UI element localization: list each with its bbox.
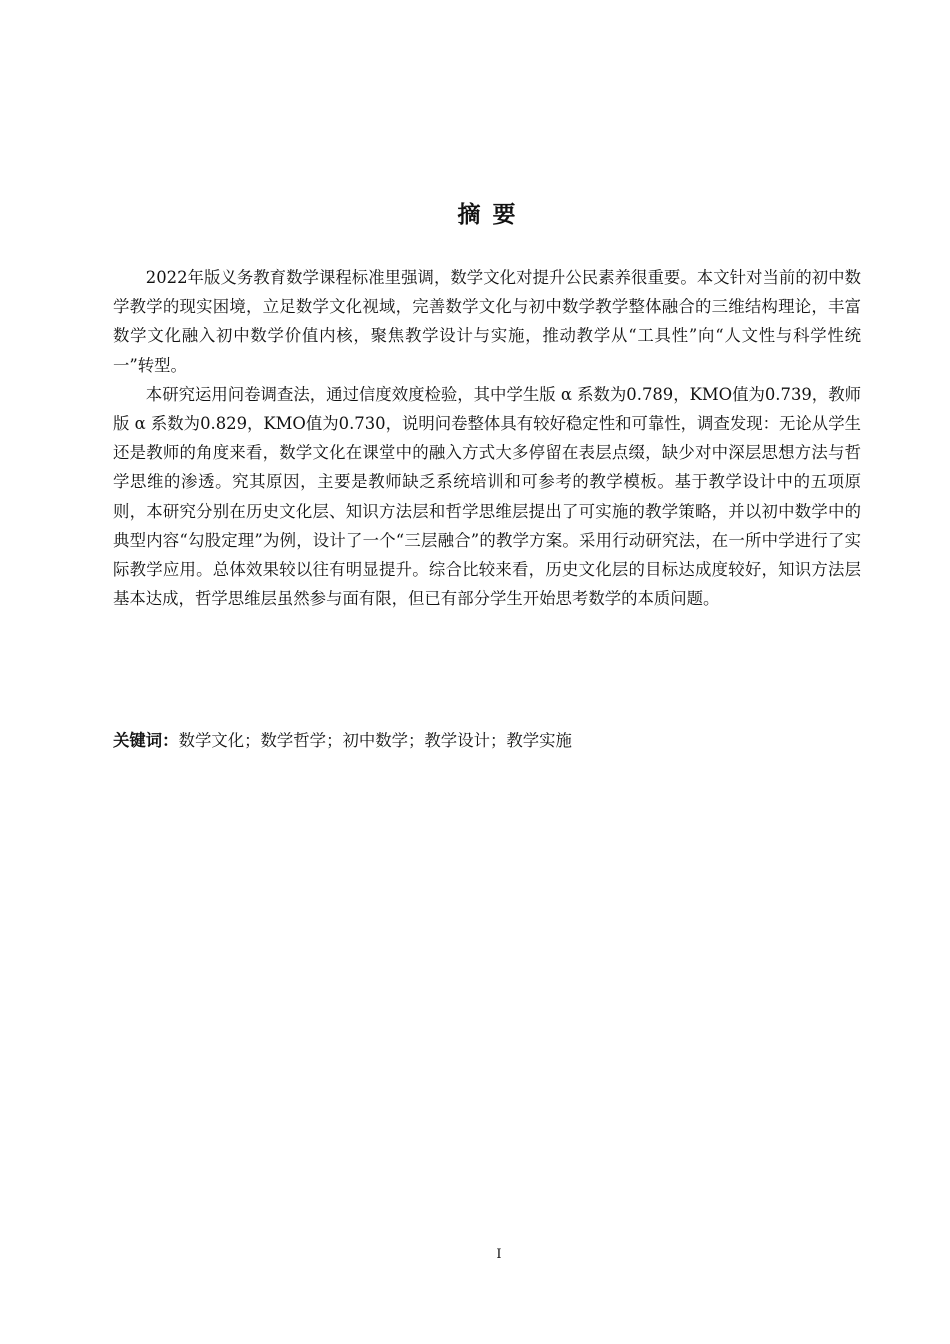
keywords-label: 关键词：	[113, 731, 179, 750]
abstract-paragraph-1: 2022年版义务教育数学课程标准里强调，数学文化对提升公民素养很重要。本文针对当前的初中数学教学的现实困境，立足数学文化视域，完善数学文化与初中数学教学整体融合的三维结构理论，丰富数学文化融入初中数学价值内核，聚焦教学设计与实施，推动教学从“工具性”向“人文性与科学性统一”转型。	[113, 268, 861, 375]
keywords-line	[113, 726, 861, 755]
page-number: I	[496, 1247, 502, 1262]
abstract-body	[113, 263, 861, 613]
abstract-title: 摘 要	[457, 202, 518, 228]
keywords-list: 数学文化；数学哲学；初中数学；教学设计；教学实施	[178, 731, 572, 750]
abstract-paragraph-2: 本研究运用问卷调查法，通过信度效度检验，其中学生版 α 系数为0.789，KMO值为0.739，教师版 α 系数为0.829，KMO值为0.730，说明问卷整体具有较好稳定性和可靠性，调查发现：无论从学生还是教师的角度来看，数学文化在课堂中的融入方式大多停留在表层点缀，缺少对中深层思想方法与哲学思维的渗透。究其原因，主要是教师缺乏系统培训和可参考的教学模板。基于教学设计中的五项原则，本研究分别在历史文化层、知识方法层和哲学思维层提出了可实施的教学策略，并以初中数学中的典型内容“勾股定理”为例，设计了一个“三层融合”的教学方案。采用行动研究法，在一所中学进行了实际教学应用。总体效果较以往有明显提升。综合比较来看，历史文化层的目标达成度较好，知识方法层基本达成，哲学思维层虽然参与面有限，但已有部分学生开始思考数学的本质问题。	[113, 384, 861, 609]
